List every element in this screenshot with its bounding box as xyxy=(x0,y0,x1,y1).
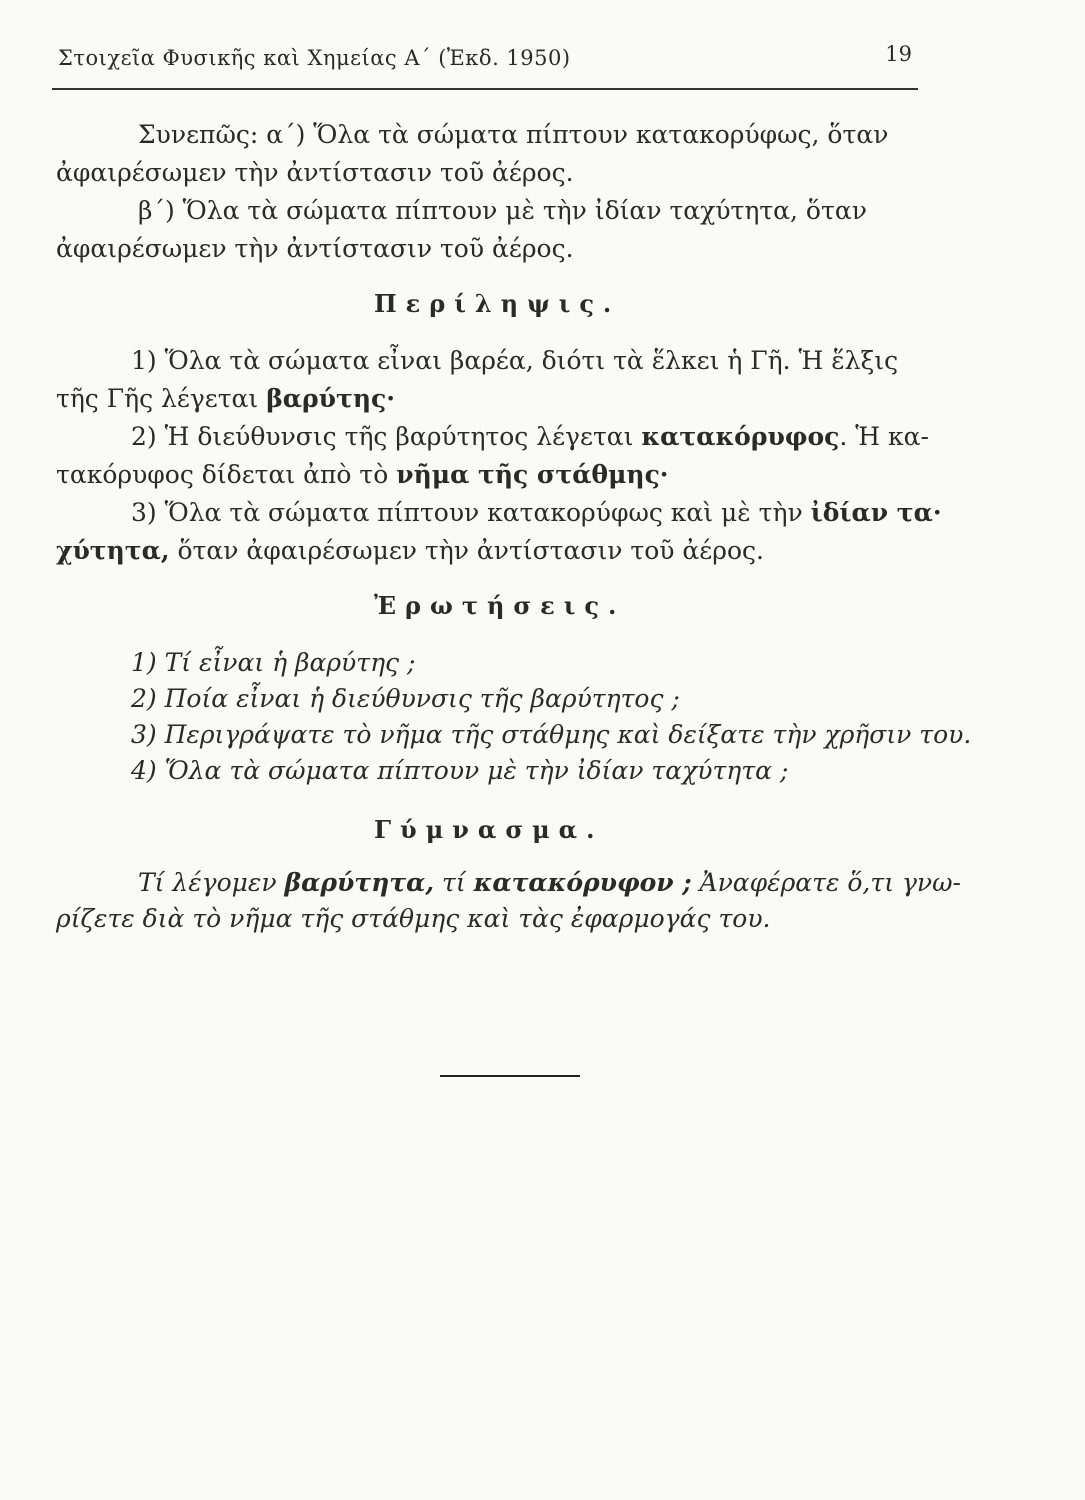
question-4: 4) Ὅλα τὰ σώματα πίπτουν μὲ τὴν ἰδίαν ταχύτητα ; xyxy=(131,756,789,785)
term-vertical: κατακόρυφος xyxy=(641,422,840,451)
running-title: Στοιχεῖα Φυσικῆς καὶ Χημείας Α΄ (Ἐκδ. 1950) xyxy=(58,46,571,70)
conclusion-line-3: β΄) Ὅλα τὰ σώματα πίπτουν μὲ τὴν ἰδίαν ταχύτητα, ὅταν xyxy=(138,196,867,225)
term-plumb-line: νῆμα τῆς στάθμης· xyxy=(396,460,669,489)
exercise-heading: Γύμνασμα. xyxy=(374,815,604,844)
page-number: 19 xyxy=(885,42,912,66)
exercise-line-1: Τί λέγομεν βαρύτητα, τί κατακόρυφον ; Ἀναφέρατε ὅ,τι γνω- xyxy=(138,868,961,897)
section-end-divider xyxy=(440,1075,580,1077)
exercise-line-2: ρίζετε διὰ τὸ νῆμα τῆς στάθμης καὶ τὰς ἐφαρμογάς του. xyxy=(56,904,771,933)
summary-item-2-line-1: 2) Ἡ διεύθυνσις τῆς βαρύτητος λέγεται κατακόρυφος. Ἡ κα- xyxy=(131,422,929,451)
summary-item-3-line-1: 3) Ὅλα τὰ σώματα πίπτουν κατακορύφως καὶ μὲ τὴν ἰδίαν τα· xyxy=(131,498,942,527)
question-3: 3) Περιγράψατε τὸ νῆμα τῆς στάθμης καὶ δείξατε τὴν χρῆσιν του. xyxy=(131,720,972,749)
term-gravity: βαρύτης· xyxy=(266,384,395,413)
conclusion-line-2: ἀφαιρέσωμεν τὴν ἀντίστασιν τοῦ ἀέρος. xyxy=(56,158,574,187)
conclusion-line-4: ἀφαιρέσωμεν τὴν ἀντίστασιν τοῦ ἀέρος. xyxy=(56,234,574,263)
conclusion-line-1: Συνεπῶς: α΄) Ὅλα τὰ σώματα πίπτουν κατακορύφως, ὅταν xyxy=(138,120,889,149)
question-2: 2) Ποία εἶναι ἡ διεύθυνσις τῆς βαρύτητος ; xyxy=(131,684,680,713)
running-header xyxy=(52,40,918,90)
summary-item-1-line-1: 1) Ὅλα τὰ σώματα εἶναι βαρέα, διότι τὰ ἕλκει ἡ Γῆ. Ἡ ἕλξις xyxy=(131,346,899,375)
summary-heading: Περίληψις. xyxy=(374,289,621,318)
term-same-speed: ἰδίαν τα· xyxy=(810,498,942,527)
summary-item-3-line-2: χύτητα, ὅταν ἀφαιρέσωμεν τὴν ἀντίστασιν τοῦ ἀέρος. xyxy=(56,536,764,565)
questions-heading: Ἐρωτήσεις. xyxy=(374,591,626,620)
term-gravity-ex: βαρύτητα, xyxy=(284,868,435,897)
conclusion-label: Συνεπῶς: xyxy=(138,120,259,149)
term-vertical-ex: κατακόρυφον ; xyxy=(473,868,692,897)
question-1: 1) Τί εἶναι ἡ βαρύτης ; xyxy=(131,648,416,677)
summary-item-1-line-2: τῆς Γῆς λέγεται βαρύτης· xyxy=(56,384,395,413)
summary-item-2-line-2: τακόρυφος δίδεται ἀπὸ τὸ νῆμα τῆς στάθμης· xyxy=(56,460,669,489)
